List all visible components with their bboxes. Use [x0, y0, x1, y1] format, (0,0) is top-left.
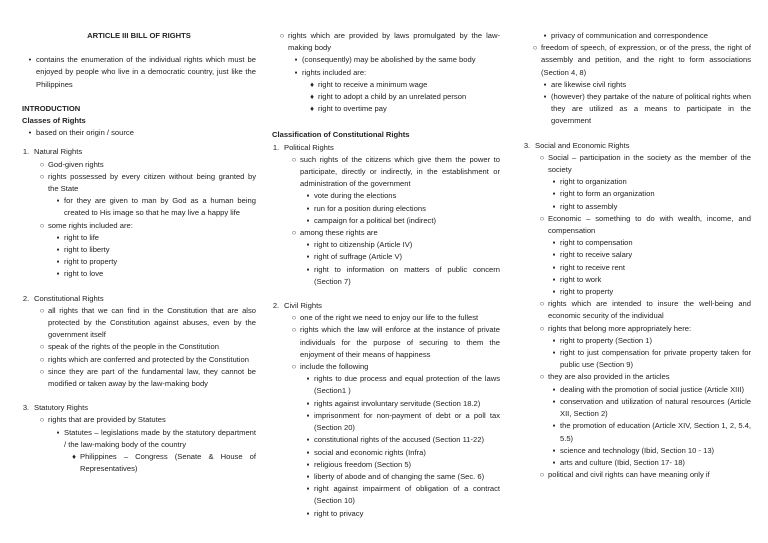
list-item [306, 264, 500, 288]
list-item-text: right to receive salary [560, 250, 633, 260]
square-marker: ▪ [306, 471, 310, 481]
list-item [306, 483, 500, 507]
list-item [310, 91, 500, 103]
list-item [539, 323, 751, 335]
list-item-text: right against impairment of obligation of a contract (Section 10) [314, 484, 500, 506]
square-marker: ▪ [56, 245, 60, 255]
list-item [306, 251, 500, 263]
list-item-text: religious freedom (Section 5) [314, 459, 412, 469]
list-item [306, 215, 500, 227]
list-item [552, 396, 751, 420]
list-item-text: rights which are provided by laws promulgated by the law-making body [288, 31, 500, 53]
list-item-text: liberty of abode and of changing the same (Sec. 6) [314, 471, 485, 481]
list-item [539, 469, 751, 481]
list-item [306, 398, 500, 410]
square-marker: ▪ [552, 421, 556, 431]
list-item-text: right to assembly [560, 201, 618, 211]
list-item-text: Economic – something to do with wealth, income, and compensation [548, 213, 751, 236]
list-item-text: rights which are conferred and protected by the Constitution [48, 354, 249, 364]
number-marker: 3. [523, 140, 531, 150]
number-marker: 1. [272, 142, 280, 152]
list-item [306, 447, 500, 459]
list-item-text: right to life [64, 232, 100, 242]
list-item-text: since they are part of the fundamental law, they cannot be modified or taken away by the law-making body [48, 366, 256, 389]
list-item [552, 286, 751, 298]
list-item [306, 373, 500, 397]
list-item [39, 305, 256, 342]
list-item [552, 445, 751, 457]
square-marker: ▪ [306, 215, 310, 225]
list-item-text: right to adopt a child by an unrelated person [318, 92, 467, 102]
list-item [306, 459, 500, 471]
list-item-text: conservation and utilization of natural resources (Article XII, Section 2) [560, 396, 751, 419]
list-item-text: based on their origin / source [36, 128, 134, 138]
square-marker: ▪ [552, 177, 556, 187]
heading-text: Political Rights [284, 142, 334, 152]
circle-marker: ○ [539, 299, 545, 309]
list-item [294, 54, 500, 66]
column-2 [272, 30, 500, 520]
list-item-text: political and civil rights can have meaning only if [548, 470, 710, 480]
square-marker: ▪ [306, 508, 310, 518]
list-item [56, 268, 256, 280]
list-item-text: for they are given to man by God as a human being created to His image so that he may live a happy life [64, 196, 256, 218]
list-item [306, 239, 500, 251]
number-marker: 2. [22, 293, 30, 303]
list-item [543, 30, 751, 42]
list-item-text: God-given rights [48, 159, 104, 169]
square-marker: ▪ [552, 238, 556, 248]
square-marker: ▪ [552, 189, 556, 199]
diamond-marker: ♦ [72, 452, 76, 462]
list-item [552, 420, 751, 444]
list-item-text: campaign for a political bet (indirect) [314, 215, 436, 225]
list-item-text: rights which are intended to insure the well-being and economic security of the individual [548, 299, 751, 321]
square-marker: ▪ [306, 484, 310, 494]
list-item [552, 384, 751, 396]
circle-marker: ○ [532, 43, 538, 53]
diamond-marker: ♦ [310, 104, 314, 114]
square-marker: ▪ [56, 269, 60, 279]
square-marker: ▪ [306, 435, 310, 445]
list-item [539, 213, 751, 237]
numbered-heading [523, 140, 751, 152]
list-item-text: (consequently) may be abolished by the same body [302, 55, 476, 65]
list-item-text: speak of the rights of the people in the Constitution [48, 342, 219, 352]
list-item [39, 354, 256, 366]
diamond-marker: ♦ [310, 92, 314, 102]
column-1 [22, 30, 256, 476]
list-item [552, 188, 751, 200]
circle-marker: ○ [291, 228, 297, 238]
list-item-text: right of suffrage (Article V) [314, 252, 403, 262]
square-marker: ▪ [552, 262, 556, 272]
square-marker: ▪ [552, 457, 556, 467]
list-item [306, 410, 500, 434]
list-item-text: right to property (Section 1) [560, 335, 653, 345]
list-item-text: right to information on matters of public concern (Section 7) [314, 264, 500, 286]
list-item [291, 227, 500, 239]
list-item [552, 347, 751, 371]
list-item [543, 79, 751, 91]
list-item-text: rights that belong more appropriately here: [548, 323, 692, 333]
list-item-text: such rights of the citizens which give them the power to participate, directly or indirectly, in the establishment or administration of the government [300, 154, 500, 189]
list-item [552, 201, 751, 213]
list-item [552, 262, 751, 274]
number-marker: 2. [272, 301, 280, 311]
circle-marker: ○ [539, 323, 545, 333]
numbered-heading [272, 142, 500, 154]
list-item [532, 42, 751, 79]
circle-marker: ○ [39, 171, 45, 181]
section-heading: Classes of Rights [22, 116, 86, 126]
list-item [39, 159, 256, 171]
list-item [72, 451, 256, 475]
section-heading: Classification of Constitutional Rights [272, 130, 410, 140]
list-item [306, 434, 500, 446]
list-item-text: rights included are: [302, 67, 367, 77]
square-marker: ▪ [543, 92, 547, 102]
list-item-text: one of the right we need to enjoy our life to the fullest [300, 313, 479, 323]
circle-marker: ○ [39, 415, 45, 425]
list-item-text: right to receive rent [560, 262, 625, 272]
list-item [306, 203, 500, 215]
list-item [56, 256, 256, 268]
list-item-text: dealing with the promotion of social justice (Article XIII) [560, 384, 745, 394]
list-item-text: arts and culture (Ibid, Section 17- 18) [560, 457, 685, 467]
list-item-text: right to organization [560, 177, 627, 187]
list-item-text: the promotion of education (Article XIV, Section 1, 2, 5.4, 5.5) [560, 421, 751, 443]
list-item-text: rights that are provided by Statutes [48, 415, 166, 425]
list-item-text: rights against involuntary servitude (Section 18.2) [314, 398, 481, 408]
circle-marker: ○ [291, 362, 297, 372]
list-item-text: some rights included are: [48, 220, 133, 230]
list-item [291, 312, 500, 324]
list-item [552, 457, 751, 469]
circle-marker: ○ [39, 220, 45, 230]
square-marker: ▪ [294, 67, 298, 77]
list-item-text: vote during the elections [314, 191, 397, 201]
list-item-text: rights to due process and equal protection of the laws (Section1 ) [314, 374, 500, 396]
list-item-text: right to love [64, 269, 104, 279]
list-item [539, 152, 751, 176]
list-item-text: include the following [300, 362, 369, 372]
list-item [56, 244, 256, 256]
list-item [552, 249, 751, 261]
list-item [310, 79, 500, 91]
square-marker: ▪ [306, 374, 310, 384]
list-item [56, 427, 256, 451]
numbered-heading [22, 146, 256, 158]
list-item-text: rights which the law will enforce at the instance of private individuals for the purpose of securing to them the enjoyment of their means of happiness [300, 325, 500, 359]
list-item [539, 371, 751, 383]
list-item-text: right to privacy [314, 508, 364, 518]
circle-marker: ○ [39, 354, 45, 364]
list-item [543, 91, 751, 128]
list-item [56, 232, 256, 244]
list-item [310, 103, 500, 115]
circle-marker: ○ [291, 325, 297, 335]
square-marker: ▪ [56, 257, 60, 267]
list-item [306, 471, 500, 483]
square-marker: ▪ [552, 335, 556, 345]
list-item [552, 335, 751, 347]
square-marker: ▪ [552, 445, 556, 455]
list-item [306, 190, 500, 202]
list-item [39, 220, 256, 232]
list-item-text: right to compensation [560, 238, 633, 248]
circle-marker: ○ [39, 159, 45, 169]
list-item-text: right to just compensation for private property taken for public use (Section 9) [560, 348, 751, 370]
list-item [39, 414, 256, 426]
heading-text: Constitutional Rights [34, 293, 104, 303]
list-item [291, 361, 500, 373]
diamond-marker: ♦ [310, 79, 314, 89]
square-marker: ▪ [306, 252, 310, 262]
square-marker: ▪ [306, 191, 310, 201]
circle-marker: ○ [291, 154, 297, 164]
circle-marker: ○ [539, 372, 545, 382]
square-marker: ▪ [552, 348, 556, 358]
list-item [291, 154, 500, 191]
list-item-text: right to liberty [64, 245, 110, 255]
list-item-text: (however) they partake of the nature of political rights when they are utilized as a means to participate in the government [551, 92, 751, 126]
list-item-text: Philippines – Congress (Senate & House of Representatives) [80, 452, 256, 474]
square-marker: ▪ [56, 232, 60, 242]
circle-marker: ○ [39, 305, 45, 315]
square-marker: ▪ [306, 203, 310, 213]
square-marker: ▪ [543, 31, 547, 40]
square-marker: ▪ [294, 55, 298, 65]
list-item [39, 366, 256, 390]
bullet-marker: • [28, 128, 32, 138]
list-item [294, 67, 500, 79]
circle-marker: ○ [539, 152, 545, 162]
list-item-text: Statutes – legislations made by the statutory department / the law-making body of the country [64, 427, 256, 449]
list-item-text: among these rights are [300, 228, 378, 238]
list-item [291, 324, 500, 361]
list-item-text: science and technology (Ibid, Section 10 - 13) [560, 445, 715, 455]
list-item-text: freedom of speech, of expression, or of the press, the right of assembly and petition, and the right to form associations (Section 4, 8) [541, 43, 751, 77]
document-title: ARTICLE III BILL OF RIGHTS [87, 31, 191, 40]
column-3 [525, 30, 751, 481]
circle-marker: ○ [39, 342, 45, 352]
list-item-text: rights possessed by every citizen without being granted by the State [48, 171, 256, 194]
list-item-text: right to property [64, 257, 118, 267]
list-item-text: Social – participation in the society as the member of the society [548, 152, 751, 175]
list-item-text: imprisonment for non-payment of debt or a poll tax (Section 20) [314, 410, 500, 433]
square-marker: ▪ [306, 459, 310, 469]
heading-text: Civil Rights [284, 301, 322, 311]
square-marker: ▪ [543, 79, 547, 89]
circle-marker: ○ [291, 313, 297, 323]
heading-text: Natural Rights [34, 147, 83, 157]
bullet-marker: • [28, 55, 32, 65]
list-item [28, 54, 256, 91]
list-item [552, 237, 751, 249]
list-item [552, 274, 751, 286]
list-item [306, 508, 500, 520]
list-item-text: right to work [560, 274, 602, 284]
list-item [28, 127, 256, 139]
section-heading: INTRODUCTION [22, 103, 81, 113]
circle-marker: ○ [539, 470, 545, 480]
square-marker: ▪ [552, 287, 556, 297]
list-item-text: right to receive a minimum wage [318, 79, 428, 89]
square-marker: ▪ [306, 264, 310, 274]
square-marker: ▪ [552, 396, 556, 406]
circle-marker: ○ [539, 213, 545, 223]
list-item [39, 341, 256, 353]
list-item [539, 298, 751, 322]
numbered-heading [272, 300, 500, 312]
square-marker: ▪ [552, 250, 556, 260]
number-marker: 3. [22, 403, 30, 413]
heading-text: Social and Economic Rights [535, 140, 630, 150]
list-item-text: all rights that we can find in the Constitution that are also protected by the Constitution against abuses, even by the government itself [48, 305, 256, 340]
list-item-text: constitutional rights of the accused (Section 11-22) [314, 435, 484, 445]
list-item-text: right to overtime pay [318, 104, 387, 114]
list-item-text: right to citizenship (Article IV) [314, 240, 413, 250]
circle-marker: ○ [279, 31, 285, 40]
list-item [56, 195, 256, 219]
square-marker: ▪ [552, 274, 556, 284]
list-item-text: contains the enumeration of the individual rights which must be enjoyed by people who live in a democratic country, just like the Philippines [36, 55, 256, 89]
list-item-text: right to property [560, 287, 614, 297]
list-item-text: they are also provided in the articles [548, 372, 670, 382]
list-item-text: right to form an organization [560, 189, 655, 199]
square-marker: ▪ [552, 201, 556, 211]
list-item [39, 171, 256, 195]
square-marker: ▪ [306, 398, 310, 408]
square-marker: ▪ [306, 240, 310, 250]
circle-marker: ○ [39, 366, 45, 376]
numbered-heading [22, 293, 256, 305]
list-item-text: are likewise civil rights [551, 79, 627, 89]
list-item-text: run for a position during elections [314, 203, 426, 213]
list-item [552, 176, 751, 188]
square-marker: ▪ [306, 447, 310, 457]
list-item [279, 30, 500, 54]
numbered-heading [22, 402, 256, 414]
square-marker: ▪ [56, 196, 60, 206]
list-item-text: social and economic rights (Infra) [314, 447, 426, 457]
square-marker: ▪ [552, 384, 556, 394]
square-marker: ▪ [56, 427, 60, 437]
square-marker: ▪ [306, 410, 310, 420]
list-item-text: privacy of communication and correspondence [551, 31, 709, 40]
number-marker: 1. [22, 147, 30, 157]
heading-text: Statutory Rights [34, 403, 89, 413]
